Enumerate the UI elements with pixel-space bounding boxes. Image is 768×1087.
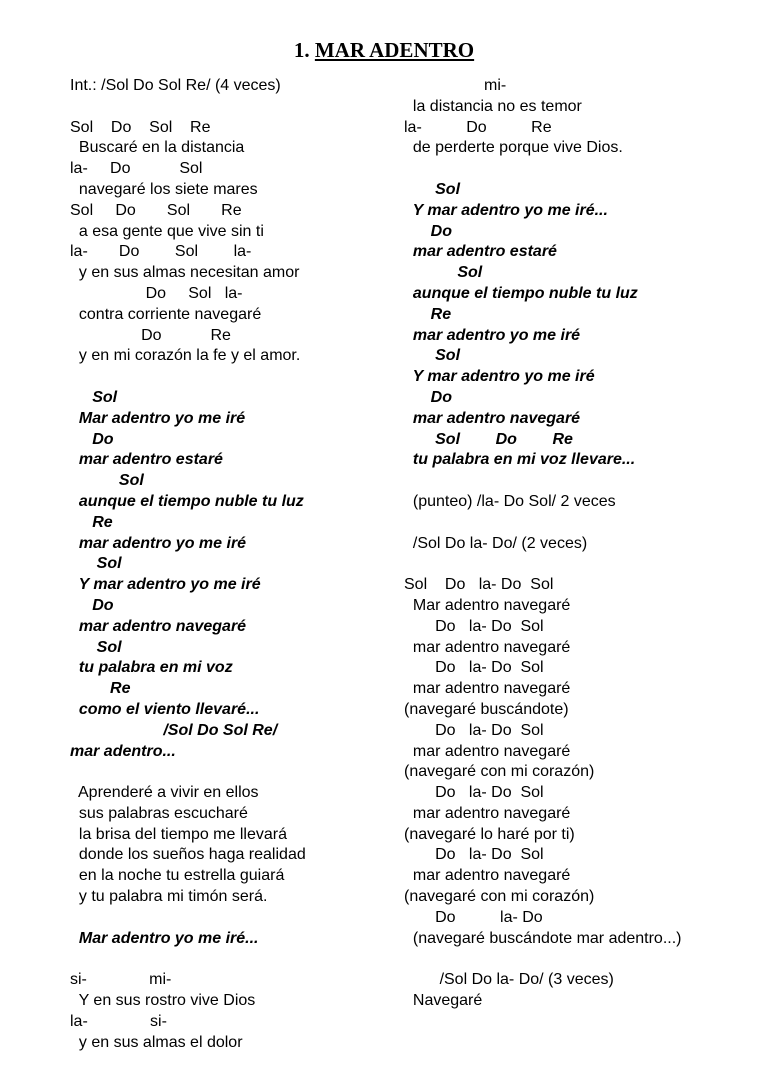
left-column-line: Do Sol la- bbox=[70, 284, 243, 302]
left-column-line: la- Do Sol la- bbox=[70, 243, 252, 261]
left-column-line: y tu palabra mi timón será. bbox=[70, 888, 268, 906]
left-column bbox=[70, 76, 410, 1053]
left-column-line: Sol bbox=[70, 472, 144, 490]
title-text: MAR ADENTRO bbox=[314, 38, 475, 62]
left-column-line: Sol bbox=[70, 388, 118, 406]
left-column-line: Do bbox=[70, 430, 114, 448]
left-column-line: Sol Do Sol Re bbox=[70, 118, 211, 136]
right-column-line: Do la- Do Sol bbox=[404, 721, 544, 739]
left-column-line: Buscaré en la distancia bbox=[70, 139, 245, 157]
left-column-line: mar adentro estaré bbox=[70, 451, 223, 469]
left-column-line: Mar adentro yo me iré... bbox=[70, 929, 259, 947]
left-column-line: Y mar adentro yo me iré bbox=[70, 576, 261, 594]
right-column-line: Do la- Do Sol bbox=[404, 846, 544, 864]
right-column-line: Re bbox=[404, 305, 452, 323]
page-title bbox=[0, 36, 768, 64]
left-column-line: y en mi corazón la fe y el amor. bbox=[70, 347, 301, 365]
right-column-line: (navegaré buscándote) bbox=[404, 700, 569, 718]
left-column-line: navegaré los siete mares bbox=[70, 180, 258, 198]
left-column-line: en la noche tu estrella guiará bbox=[70, 867, 285, 885]
left-column-line: Sol bbox=[70, 555, 122, 573]
left-column-line: mar adentro... bbox=[70, 742, 176, 760]
right-column-line: Do la- Do Sol bbox=[404, 784, 544, 802]
left-column-line: Sol bbox=[70, 638, 122, 656]
right-column-line: Do la- Do Sol bbox=[404, 617, 544, 635]
right-column-line: Y mar adentro yo me iré bbox=[404, 368, 595, 386]
left-column-line: Re bbox=[70, 513, 113, 531]
right-column-line: mar adentro navegaré bbox=[404, 804, 571, 822]
left-column-line: Do Re bbox=[70, 326, 231, 344]
left-column-line: Aprenderé a vivir en ellos bbox=[70, 784, 259, 802]
right-column-line: la distancia no es temor bbox=[404, 97, 582, 115]
left-column-line: Sol Do Sol Re bbox=[70, 201, 242, 219]
right-column-line: /Sol Do la- Do/ (3 veces) bbox=[404, 971, 614, 989]
right-column-line: (punteo) /la- Do Sol/ 2 veces bbox=[404, 492, 616, 510]
left-column-line bbox=[70, 949, 410, 970]
left-column-line: la- si- bbox=[70, 1012, 167, 1030]
right-column-line: Do bbox=[404, 388, 452, 406]
right-column-line: mar adentro navegaré bbox=[404, 742, 571, 760]
left-column-line: mar adentro yo me iré bbox=[70, 534, 247, 552]
right-column-line: mar adentro estaré bbox=[404, 243, 557, 261]
left-column-line: Re bbox=[70, 680, 131, 698]
left-column-line: donde los sueños haga realidad bbox=[70, 846, 306, 864]
left-column-line: la- Do Sol bbox=[70, 160, 203, 178]
right-column-line: mar adentro navegaré bbox=[404, 680, 571, 698]
right-column-line bbox=[404, 159, 764, 180]
left-column-line: Int.: /Sol Do Sol Re/ (4 veces) bbox=[70, 77, 281, 94]
left-column-line: aunque el tiempo nuble tu luz bbox=[70, 492, 304, 510]
left-column-line: sus palabras escucharé bbox=[70, 804, 248, 822]
right-column-line: Mar adentro navegaré bbox=[404, 596, 571, 614]
right-column-line: Sol bbox=[404, 264, 483, 282]
right-column-line: de perderte porque vive Dios. bbox=[404, 139, 623, 157]
right-column-line: Do la- Do Sol bbox=[404, 659, 544, 677]
right-column-line: (navegaré buscándote mar adentro...) bbox=[404, 929, 682, 947]
left-column-line: la brisa del tiempo me llevará bbox=[70, 825, 287, 843]
left-column-line: y en sus almas necesitan amor bbox=[70, 264, 300, 282]
right-column-line: (navegaré con mi corazón) bbox=[404, 763, 595, 781]
right-column-line: Sol Do la- Do Sol bbox=[404, 576, 554, 594]
right-column-line: Sol Do Re bbox=[404, 430, 573, 448]
left-column-line: mar adentro navegaré bbox=[70, 617, 247, 635]
left-column-line bbox=[70, 762, 410, 783]
right-column-line: Y mar adentro yo me iré... bbox=[404, 201, 608, 219]
left-column-line: tu palabra en mi voz bbox=[70, 659, 233, 677]
left-column-line: Do bbox=[70, 596, 114, 614]
left-column-line: Mar adentro yo me iré bbox=[70, 409, 246, 427]
left-column-line: /Sol Do Sol Re/ bbox=[70, 721, 278, 739]
right-column-line: Do la- Do bbox=[404, 908, 543, 926]
right-column-line bbox=[404, 554, 764, 575]
left-column-line bbox=[70, 97, 410, 118]
right-column-line: mar adentro navegaré bbox=[404, 638, 571, 656]
left-column-line: contra corriente navegaré bbox=[70, 305, 262, 323]
right-column-line: tu palabra en mi voz llevare... bbox=[404, 451, 636, 469]
right-column-line bbox=[404, 513, 764, 534]
right-column-line: (navegaré con mi corazón) bbox=[404, 888, 595, 906]
right-column-line: (navegaré lo haré por ti) bbox=[404, 825, 575, 843]
right-column-line: mar adentro navegaré bbox=[404, 867, 571, 885]
right-column-line: Do bbox=[404, 222, 452, 240]
right-column-line: Navegaré bbox=[404, 992, 483, 1010]
right-column-line: aunque el tiempo nuble tu luz bbox=[404, 284, 638, 302]
right-column-line: /Sol Do la- Do/ (2 veces) bbox=[404, 534, 588, 552]
right-column-line bbox=[404, 471, 764, 492]
left-column-line: si- mi- bbox=[70, 971, 172, 989]
left-column-line: Y en sus rostro vive Dios bbox=[70, 992, 256, 1010]
right-column-line: mi- bbox=[404, 77, 507, 94]
left-column-line bbox=[70, 908, 410, 929]
right-column-line bbox=[404, 949, 764, 970]
right-column-line: mar adentro yo me iré bbox=[404, 326, 581, 344]
right-column bbox=[404, 76, 764, 1012]
right-column-line: Sol bbox=[404, 180, 461, 198]
right-column-line: la- Do Re bbox=[404, 118, 552, 136]
left-column-line bbox=[70, 367, 410, 388]
right-column-line: mar adentro navegaré bbox=[404, 409, 581, 427]
left-column-line: y en sus almas el dolor bbox=[70, 1033, 243, 1051]
left-column-line: a esa gente que vive sin ti bbox=[70, 222, 264, 240]
left-column-line: como el viento llevaré... bbox=[70, 700, 260, 718]
right-column-line: Sol bbox=[404, 347, 461, 365]
title-number: 1. bbox=[293, 38, 310, 62]
